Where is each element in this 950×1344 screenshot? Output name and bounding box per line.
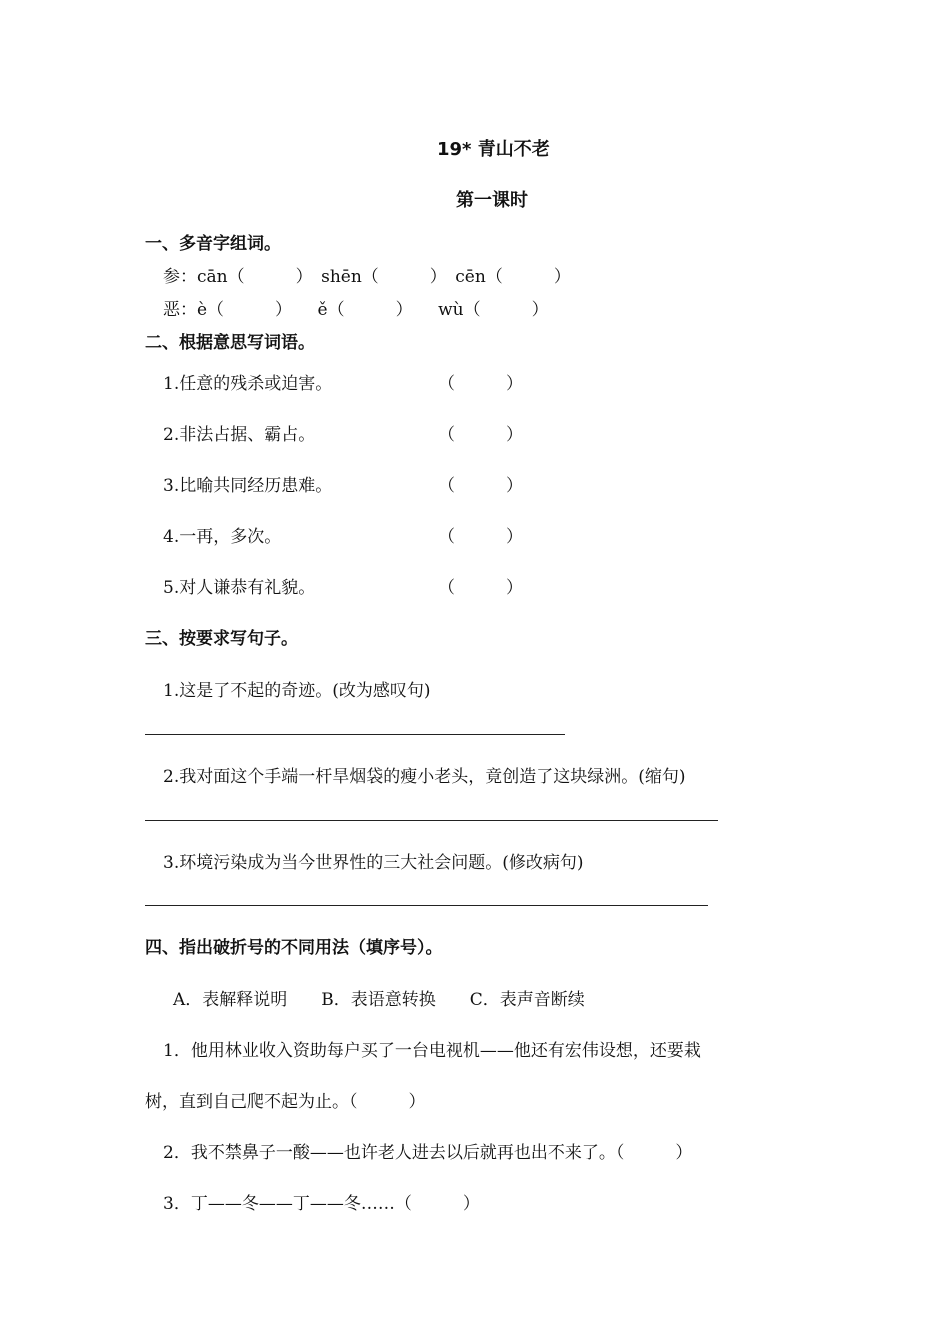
dash-question-2: 2．我不禁鼻子一酸——也许老人进去以后就再也出不来了。（ ）	[163, 1143, 693, 1163]
section3-heading: 三、按要求写句子。	[145, 629, 298, 649]
sentence-task-2: 2.我对面这个手端一杆旱烟袋的瘦小老头，竟创造了这块绿洲。(缩句)	[163, 767, 686, 787]
dash-question-1-line1: 1．他用林业收入资助每户买了一台电视机——他还有宏伟设想，还要栽	[163, 1041, 701, 1061]
answer-blank-1[interactable]: （ ）	[438, 374, 523, 394]
meaning-item-5: 5.对人谦恭有礼貌。	[163, 578, 316, 598]
answer-blank-5[interactable]: （ ）	[438, 578, 523, 598]
dash-question-3: 3．丁——冬——丁——冬……（ ）	[163, 1194, 480, 1214]
page-subtitle: 第一课时	[456, 190, 528, 211]
meaning-item-4: 4.一再，多次。	[163, 527, 282, 547]
answer-line-2[interactable]	[145, 820, 718, 821]
polyphone-row-e: 恶：è（ ） ě（ ） wù（ ）	[163, 300, 549, 320]
answer-line-3[interactable]	[145, 905, 708, 906]
answer-line-1[interactable]	[145, 734, 565, 735]
meaning-item-2: 2.非法占据、霸占。	[163, 425, 316, 445]
answer-blank-2[interactable]: （ ）	[438, 425, 523, 445]
page-title: 19* 青山不老	[437, 139, 550, 160]
section1-heading: 一、多音字组词。	[145, 234, 281, 254]
answer-blank-4[interactable]: （ ）	[438, 527, 523, 547]
meaning-item-1: 1.任意的残杀或迫害。	[163, 374, 333, 394]
section4-heading: 四、指出破折号的不同用法（填序号）。	[145, 938, 443, 958]
polyphone-row-can: 参：cān（ ） shēn（ ） cēn（ ）	[163, 267, 571, 287]
answer-blank-3[interactable]: （ ）	[438, 476, 523, 496]
sentence-task-3: 3.环境污染成为当今世界性的三大社会问题。(修改病句)	[163, 853, 584, 873]
dash-usage-options: A．表解释说明 B．表语意转换 C．表声音断续	[173, 990, 585, 1010]
sentence-task-1: 1.这是了不起的奇迹。(改为感叹句)	[163, 681, 431, 701]
dash-question-1-line2: 树，直到自己爬不起为止。（ ）	[145, 1092, 426, 1112]
meaning-item-3: 3.比喻共同经历患难。	[163, 476, 333, 496]
section2-heading: 二、根据意思写词语。	[145, 333, 315, 353]
